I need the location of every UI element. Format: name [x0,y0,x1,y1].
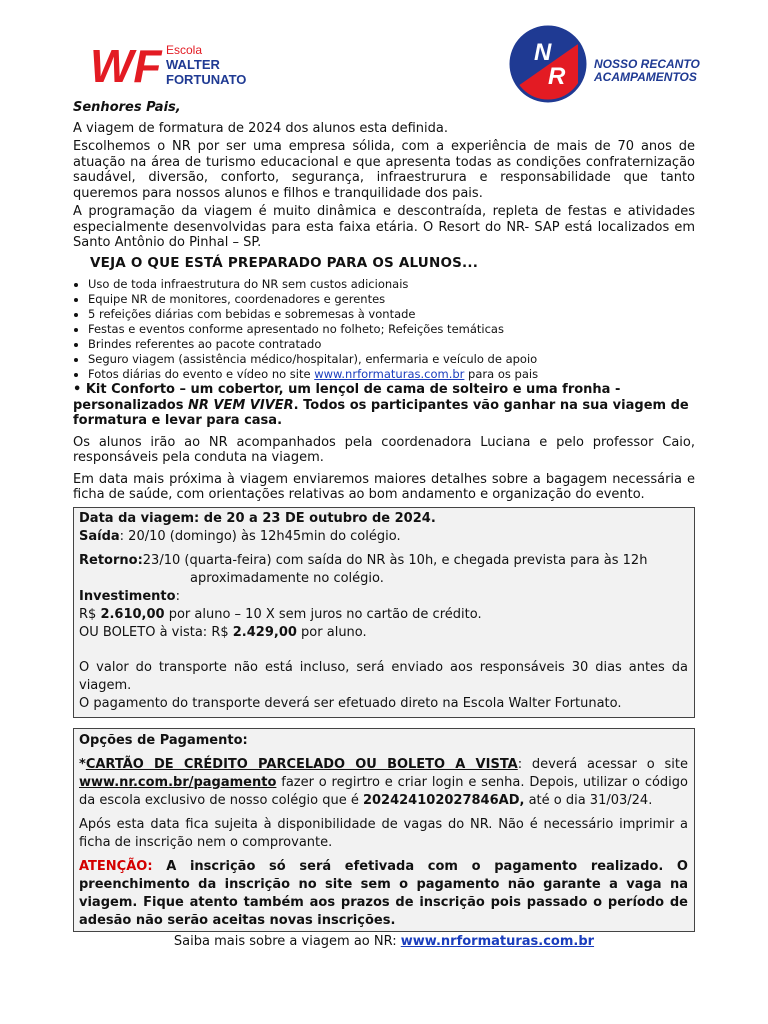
list-item: • Brindes referentes ao pacote contratado [88,337,695,352]
details-paragraph: Em data mais próxima à viagem enviaremos maiores detalhes sobre a bagagem necessária e ficha de saúde, com orientações relativas ao bom andamento e organização do evento. [73,471,695,502]
intro-paragraph-2: Escolhemos o NR por ser uma empresa sólida, com a experiência de mais de 70 anos de atuação na área de turismo educacional e que apresenta todas as condições confraternização saudável, diversão, conforto, segurança, infraestrurura e responsabilidade que tanto queremos para nossos alunos e filhos e tranquilidade dos pais. [73,139,695,201]
list-item-photos: • Fotos diárias do evento e vídeo no site www.nrformaturas.com.br para os pais [88,367,695,382]
payment-title: Opções de Pagamento: [79,732,248,748]
return: Retorno:23/10 (quarta-feira) com saída do NR às 10h, e chegada prevista para às 12h [79,552,648,568]
payment-instructions: *CARTÃO DE CRÉDITO PARCELADO OU BOLETO A VISTA: deverá acessar o site www.nr.com.br/pagamento fazer o regirtro e criar login e senha. Depois, utilizar o código da escola exclusivo de nosso colégio que é 202424102027846AD, até o dia 31/03/24. [79,756,688,808]
nrformaturas-link[interactable]: www.nrformaturas.com.br [314,367,465,381]
boleto-price: OU BOLETO à vista: R$ 2.429,00 por aluno. [79,624,367,640]
transport-note: O valor do transporte não está incluso, será enviado aos responsáveis 30 dias antes da viagem. [79,659,688,693]
wf-logo-mark: WF [90,40,162,90]
nr-logo-r: R [548,63,566,90]
escola-walter-fortunato-logo [88,38,258,90]
list-item-kit: • Kit Conforto – um cobertor, um lençol de cama de solteiro e uma fronha - personalizados NR VEM VIVER. Todos os participantes vão ganhar na sua viagem de formatura e levar para casa. [73,382,689,428]
intro-paragraph-3: A programação da viagem é muito dinâmica e descontraída, repleta de festas e atividades especialmente desenvolvidas para esta faixa etária. O Resort do NR- SAP está localizados em Santo Antônio do Pinhal – SP. [73,204,695,250]
availability-note: Após esta data fica sujeita à disponibilidade de vagas do NR. Não é necessário imprimir a ficha de inscrição nem o comprovante. [79,816,688,850]
return-continued: aproximadamente no colégio. [190,570,384,586]
letter-body [73,100,695,952]
payment-site-link[interactable]: www.nr.com.br/pagamento [79,774,277,790]
trip-info-box [73,507,695,718]
list-item: • Festas e eventos conforme apresentado no folheto; Refeições temáticas [88,322,695,337]
wf-logo-name-1: WALTER [166,57,220,72]
list-item: • Equipe NR de monitores, coordenadores e gerentes [88,292,695,307]
nosso-recanto-logo [508,24,708,104]
section-title: VEJA O QUE ESTÁ PREPARADO PARA OS ALUNOS... [90,254,479,271]
departure: Saída: 20/10 (domingo) às 12h45min do colégio. [79,528,401,544]
investment-label: Investimento: [79,588,180,604]
greeting: Senhores Pais, [73,100,181,115]
trip-date: Data da viagem: de 20 a 23 DE outubro de 2024. [79,510,436,526]
list-item: • Seguro viagem (assistência médico/hospitalar), enfermaria e veículo de apoio [88,352,695,367]
coordinator-paragraph: Os alunos irão ao NR acompanhados pela coordenadora Luciana e pelo professor Caio, responsáveis pela conduta na viagem. [73,434,695,465]
wf-logo-school: Escola [166,43,203,57]
transport-payment-note: O pagamento do transporte deverá ser efetuado direto na Escola Walter Fortunato. [79,695,622,711]
footer: Saiba mais sobre a viagem ao NR: www.nrformaturas.com.br [173,933,595,949]
card-price: R$ 2.610,00 por aluno – 10 X sem juros no cartão de crédito. [79,606,482,622]
list-item: • Uso de toda infraestrutura do NR sem custos adicionais [88,277,695,292]
nr-logo-n: N [534,39,552,66]
nr-logo-line2: ACAMPAMENTOS [594,70,697,84]
footer-link[interactable]: www.nrformaturas.com.br [400,933,595,949]
nr-logo-line1: NOSSO RECANTO [594,57,700,71]
payment-options-box [73,728,695,932]
school-code: 202424102027846AD, [362,792,525,808]
attention-note: ATENÇÃO: A inscrição só será efetivada com o pagamento realizado. O preenchimento da inscrição no site sem o pagamento não garante a vaga na viagem. Fique atento também aos prazos de inscrição pois passado o período de adesão não serão aceitas novas inscrições. [79,858,688,928]
benefits-list [73,277,695,429]
intro-paragraph-1: A viagem de formatura de 2024 dos alunos esta definida. [73,120,449,136]
wf-logo-name-2: FORTUNATO [166,72,247,87]
list-item: • 5 refeições diárias com bebidas e sobremesas à vontade [88,307,695,322]
